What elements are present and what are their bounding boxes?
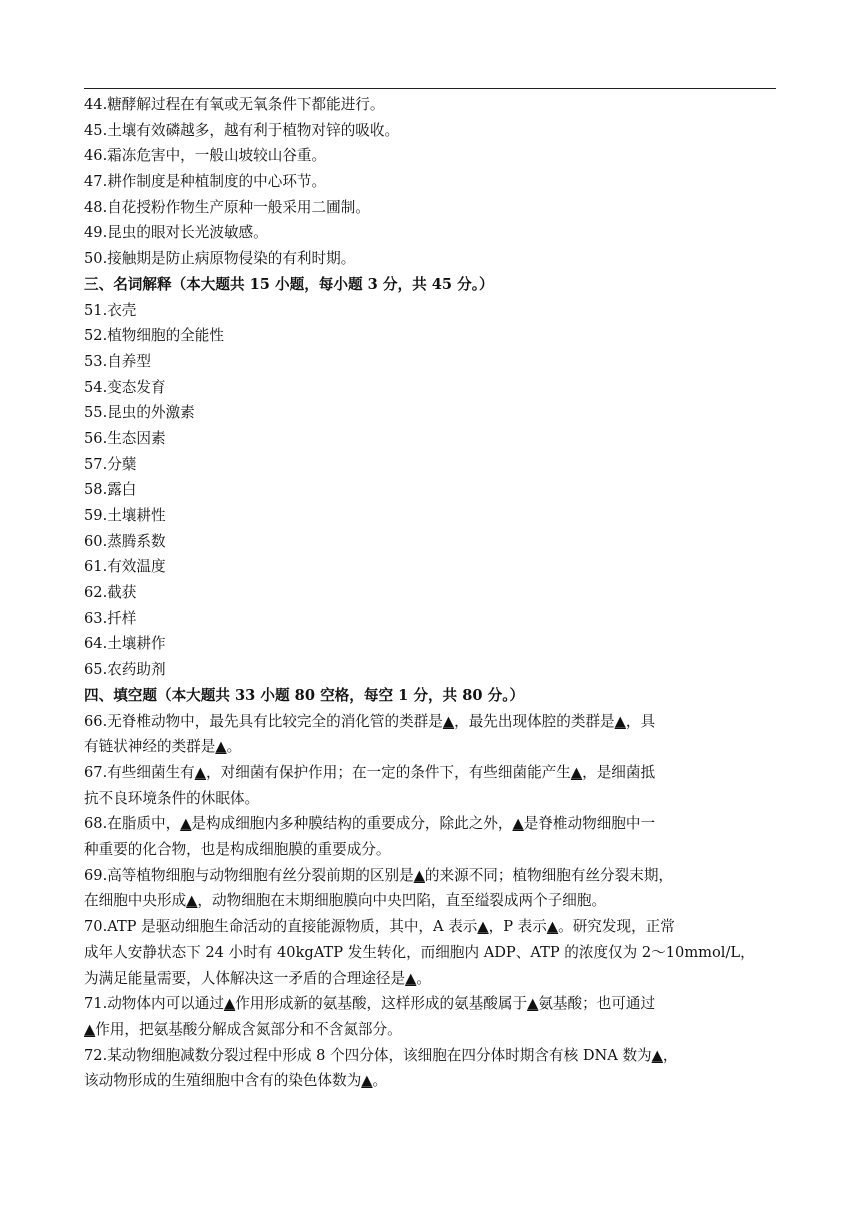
question-71 [84,991,776,1042]
exam-content [84,92,776,1094]
answer-blank[interactable]: ▲ [361,1072,373,1090]
term-59: 59.土壤耕性 [84,507,166,524]
header-rule [84,88,776,89]
term-55: 55.昆虫的外激素 [84,404,195,422]
section-4-heading: 四、填空题（本大题共 33 小题 80 空格，每空 1 分，共 80 分。） [84,686,525,704]
question-68-line-1: 68.在脂质中，▲是构成细胞内多种膜结构的重要成分，除此之外，▲是脊椎动物细胞中一 [84,815,656,833]
answer-blank[interactable]: ▲ [215,738,227,756]
term-60: 60.蒸腾系数 [84,532,166,550]
term-56: 56.生态因素 [84,429,166,447]
question-67-line-1: 67.有些细菌生有▲，对细菌有保护作用；在一定的条件下，有些细菌能产生▲，是细菌抵 [84,763,656,781]
question-71-line-2: ▲作用，把氨基酸分解成含氮部分和不含氮部分。 [84,1020,402,1038]
section-3-heading: 三、名词解释（本大题共 15 小题，每小题 3 分，共 45 分。） [84,275,494,293]
question-48: 48.自花授粉作物生产原种一般采用二圃制。 [84,198,370,216]
answer-blank[interactable]: ▲ [405,969,417,987]
question-49: 49.昆虫的眼对长光波敏感。 [84,224,268,242]
term-63: 63.扦样 [84,609,137,627]
question-71-line-1: 71.动物体内可以通过▲作用形成新的氨基酸，这样形成的氨基酸属于▲氨基酸；也可通过 [84,995,656,1013]
answer-blank[interactable]: ▲ [223,995,236,1013]
question-69-line-1: 69.高等植物细胞与动物细胞有丝分裂前期的区别是▲的来源不同；植物细胞有丝分裂末期， [84,866,674,884]
question-72 [84,1043,776,1094]
question-68-line-2: 种重要的化合物，也是构成细胞膜的重要成分。 [84,841,391,859]
question-68 [84,811,776,862]
answer-blank[interactable]: ▲ [512,815,524,833]
question-45: 45.土壤有效磷越多，越有利于植物对锌的吸收。 [84,121,400,139]
question-44: 44.糖酵解过程在有氧或无氧条件下都能进行。 [84,96,385,113]
answer-blank[interactable]: ▲ [651,1046,663,1064]
term-54: 54.变态发育 [84,378,166,396]
question-66-line-1: 66.无脊椎动物中，最先具有比较完全的消化管的类群是▲，最先出现体腔的类群是▲，具 [84,712,656,730]
answer-blank[interactable]: ▲ [84,1020,96,1038]
question-70-line-3: 为满足能量需要，人体解决这一矛盾的合理途径是▲。 [84,969,431,987]
question-50: 50.接触期是防止病原物侵染的有利时期。 [84,250,356,268]
question-67 [84,760,776,811]
answer-blank[interactable]: ▲ [477,918,489,936]
term-64: 64.土壤耕作 [84,635,166,653]
answer-blank[interactable]: ▲ [413,866,425,884]
answer-blank[interactable]: ▲ [570,763,583,781]
answer-blank[interactable]: ▲ [546,918,559,936]
question-46: 46.霜冻危害中，一般山坡较山谷重。 [84,147,327,165]
question-72-line-2: 该动物形成的生殖细胞中含有的染色体数为▲。 [84,1072,388,1090]
answer-blank[interactable]: ▲ [614,712,626,730]
answer-blank[interactable]: ▲ [442,712,455,730]
question-69-line-2: 在细胞中央形成▲，动物细胞在末期细胞膜向中央凹陷，直至缢裂成两个子细胞。 [84,892,607,910]
term-57: 57.分蘖 [84,455,137,473]
term-52: 52.植物细胞的全能性 [84,327,224,345]
question-47: 47.耕作制度是种植制度的中心环节。 [84,173,327,191]
question-72-line-1: 72.某动物细胞减数分裂过程中形成 8 个四分体，该细胞在四分体时期含有核 DNA 数为▲， [84,1046,678,1064]
question-70-line-2: 成年人安静状态下 24 小时有 40kgATP 发生转化，而细胞内 ADP、ATP 的浓度仅为 2～10mmol/L， [84,943,755,961]
term-65: 65.农药助剂 [84,661,166,679]
answer-blank[interactable]: ▲ [180,815,192,833]
term-61: 61.有效温度 [84,558,166,576]
term-53: 53.自养型 [84,352,151,370]
question-70-line-1: 70.ATP 是驱动细胞生命活动的直接能源物质，其中，A 表示▲，P 表示▲。研究发现，正常 [84,918,675,936]
question-69 [84,863,776,914]
answer-blank[interactable]: ▲ [186,892,198,910]
answer-blank[interactable]: ▲ [194,763,207,781]
term-51: 51.衣壳 [84,301,137,319]
term-62: 62.截获 [84,584,137,602]
question-66-line-2: 有链状神经的类群是▲。 [84,738,242,756]
answer-blank[interactable]: ▲ [527,995,539,1013]
term-58: 58.露白 [84,481,137,499]
question-70 [84,914,776,991]
question-67-line-2: 抗不良环境条件的休眠体。 [84,789,260,807]
question-66 [84,709,776,760]
